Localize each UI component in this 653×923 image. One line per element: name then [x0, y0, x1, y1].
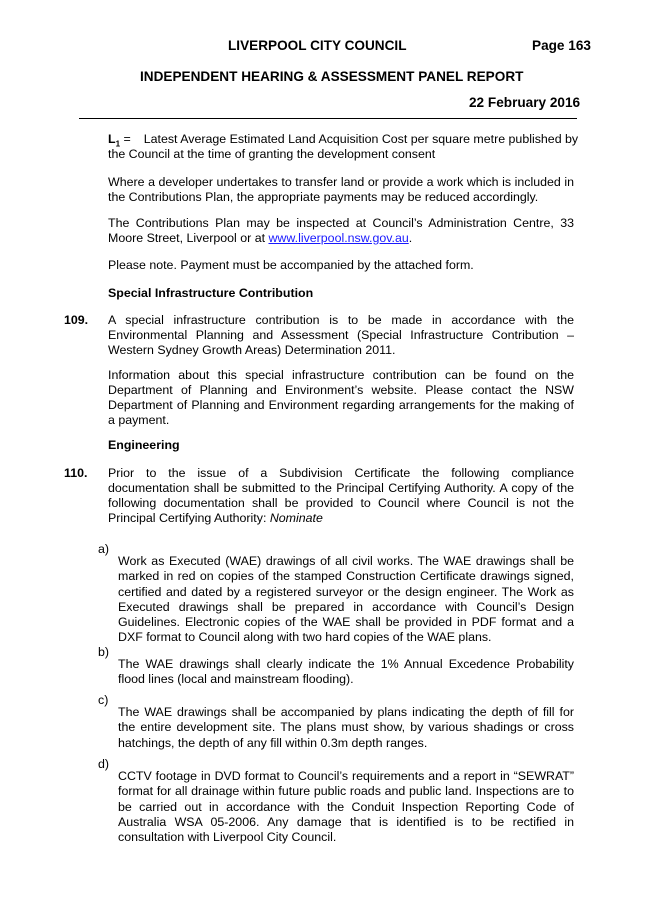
payment-note: Please note. Payment must be accompanied by the attached form.: [108, 258, 474, 272]
item-d-letter: d): [98, 757, 110, 771]
page-number: Page 163: [532, 38, 591, 53]
inspection-suffix: .: [408, 231, 413, 246]
special-infrastructure-info: Information about this special infrastructure contribution can be found on the Department of Planning and Environment’s website. Please contact the NSW Department of Planning and Environment regarding arrangements for the making of a payment.: [108, 368, 574, 428]
condition-110-body: Prior to the issue of a Subdivision Certificate the following compliance documentation shall be submitted to the Principal Certifying Authority. A copy of the following documentation shall be provided to Council where Council is not the Principal Certifying Authority:: [108, 466, 574, 526]
item-c-text: The WAE drawings shall be accompanied by plans indicating the depth of fill for the entire development site. The plans must show, by various shadings or cross hatchings, the depth of any fill within 0.3m depth ranges.: [118, 705, 574, 750]
l1-text-line2: the Council at the time of granting the development consent: [108, 147, 436, 162]
nominate-label: Nominate: [269, 511, 323, 526]
report-date: 22 February 2016: [469, 95, 581, 110]
condition-number-109: 109.: [64, 313, 89, 327]
inspection-text: The Contributions Plan may be inspected at Council’s Administration Centre, 33 Moore Street, Liverpool or at: [108, 216, 574, 246]
header-divider: [79, 118, 577, 119]
condition-109-text: A special infrastructure contribution is to be made in accordance with the Environmental Planning and Assessment (Special Infrastructure Contribution – Western Sydney Growth Areas) Determination 2011.: [108, 313, 574, 358]
inspection-paragraph: [108, 216, 574, 246]
condition-number-110: 110.: [64, 466, 88, 480]
engineering-heading: Engineering: [108, 438, 180, 452]
l1-definition: [108, 132, 579, 162]
item-b-letter: b): [98, 645, 110, 659]
item-c-letter: c): [98, 693, 109, 707]
developer-paragraph: Where a developer undertakes to transfer land or provide a work which is included in the Contributions Plan, the appropriate payments may be reduced accordingly.: [108, 175, 574, 205]
l1-symbol: $L_1$: [108, 132, 121, 149]
report-title: INDEPENDENT HEARING & ASSESSMENT PANEL REPORT: [140, 69, 524, 84]
l1-text-line1: Latest Average Estimated Land Acquisition Cost per square metre published by: [143, 132, 579, 146]
item-b-text: The WAE drawings shall clearly indicate the 1% Annual Excedence Probability flood lines (local and mainstream flooding).: [118, 657, 574, 687]
council-website-link[interactable]: www.liverpool.nsw.gov.au: [268, 231, 409, 246]
item-d-text: CCTV footage in DVD format to Council’s requirements and a report in “SEWRAT” format for all drainage within future public roads and public land. Inspections are to be carried out in accordance with the Conduit Inspection Reporting Code of Australia WSA 05-2006. Any damage that is identified is to be rectified in consultation with Liverpool City Council.: [118, 769, 574, 844]
special-infrastructure-heading: Special Infrastructure Contribution: [108, 286, 314, 300]
council-name: LIVERPOOL CITY COUNCIL: [228, 38, 407, 53]
item-a-letter: a): [98, 542, 110, 556]
l1-equals: =: [120, 132, 131, 146]
condition-110-text: [108, 466, 574, 526]
item-a-text: Work as Executed (WAE) drawings of all civil works. The WAE drawings shall be marked in red on copies of the stamped Construction Certificate drawings signed, certified and dated by a registered surveyor or the design engineer. The Work as Executed drawings shall be prepared in accordance with Council’s Design Guidelines. Electronic copies of the WAE shall be provided in PDF format and a DXF format to Council along with two hard copies of the WAE plans.: [118, 554, 574, 644]
